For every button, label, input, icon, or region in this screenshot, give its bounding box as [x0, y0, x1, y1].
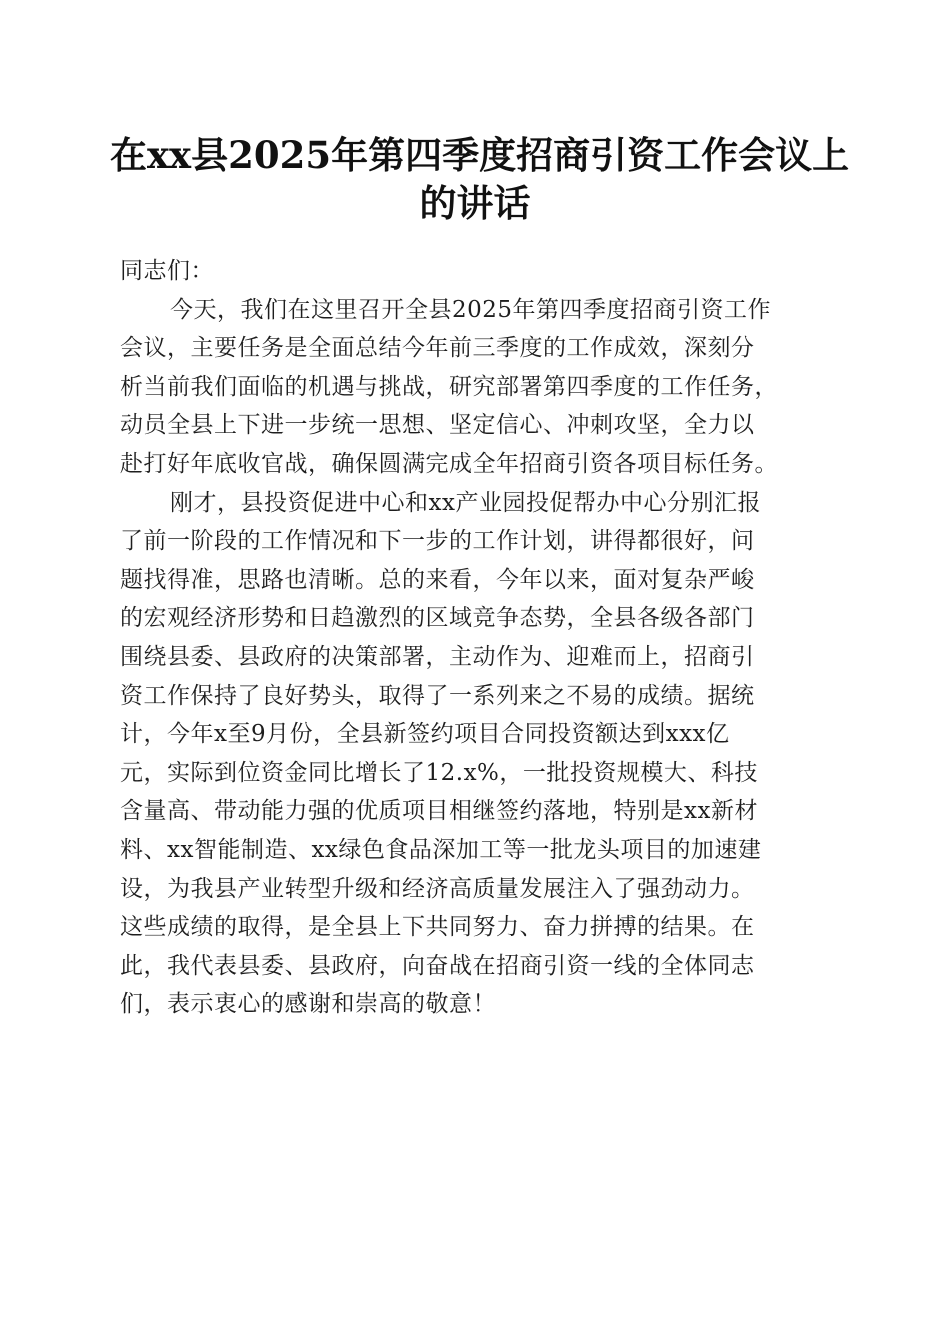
body-line: 围绕县委、县政府的决策部署，主动作为、迎难而上，招商引 [120, 643, 755, 670]
body-line: 计，今年x至9月份，全县新签约项目合同投资额达到xxx亿 [120, 721, 730, 748]
body-line: 析当前我们面临的机遇与挑战，研究部署第四季度的工作任务， [120, 373, 778, 400]
body-line: 题找得准，思路也清晰。总的来看，今年以来，面对复杂严峻 [120, 566, 755, 593]
document-body [120, 252, 832, 1024]
body-line: 动员全县上下进一步统一思想、坚定信心、冲刺攻坚，全力以 [120, 412, 755, 439]
body-line: 今天，我们在这里召开全县2025年第四季度招商引资工作 [170, 296, 772, 323]
title-line-2: 的讲话 [419, 181, 531, 225]
body-line: 们，表示衷心的感谢和崇高的敬意！ [120, 991, 496, 1018]
body-line: 料、xx智能制造、xx绿色食品深加工等一批龙头项目的加速建 [120, 836, 762, 863]
salutation: 同志们： [120, 258, 214, 284]
body-line: 资工作保持了良好势头，取得了一系列来之不易的成绩。据统 [120, 682, 755, 709]
body-line: 的宏观经济形势和日趋激烈的区域竞争态势，全县各级各部门 [120, 605, 755, 632]
body-line: 含量高、带动能力强的优质项目相继签约落地，特别是xx新材 [120, 798, 758, 825]
body-line: 这些成绩的取得，是全县上下共同努力、奋力拼搏的结果。在 [120, 914, 755, 941]
body-line: 刚才，县投资促进中心和xx产业园投促帮办中心分别汇报 [170, 489, 761, 516]
document-title [110, 131, 850, 227]
body-line: 此，我代表县委、县政府，向奋战在招商引资一线的全体同志 [120, 952, 755, 979]
body-line: 会议，主要任务是全面总结今年前三季度的工作成效，深刻分 [120, 335, 755, 362]
body-line: 元，实际到位资金同比增长了12.x%，一批投资规模大、科技 [120, 759, 758, 786]
body-line: 了前一阶段的工作情况和下一步的工作计划，讲得都很好，问 [120, 528, 755, 555]
body-line: 设，为我县产业转型升级和经济高质量发展注入了强劲动力。 [120, 875, 755, 902]
title-line-1: 在xx县2025年第四季度招商引资工作会议上 [110, 133, 850, 177]
body-line: 赴打好年底收官战，确保圆满完成全年招商引资各项目标任务。 [120, 450, 778, 477]
